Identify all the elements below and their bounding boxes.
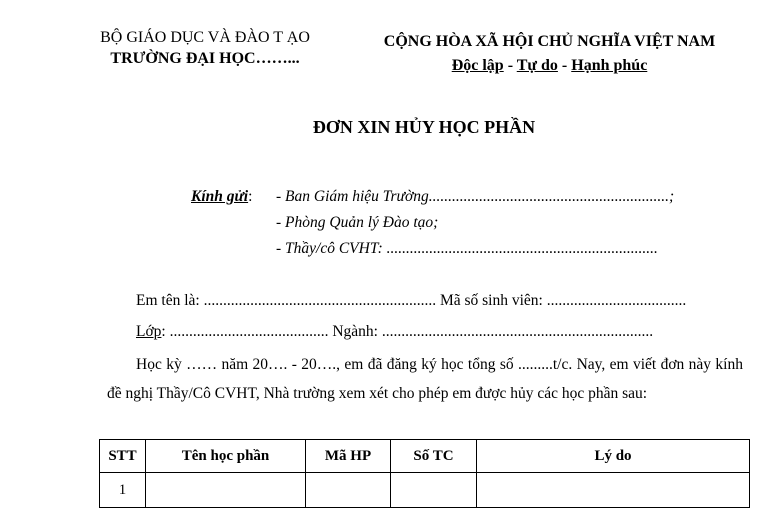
table-row: [100, 473, 750, 508]
header-stt: STT: [100, 440, 146, 473]
header-reason: Lý do: [477, 440, 750, 473]
class-label: Lớp: [136, 323, 162, 340]
republic-title: CỘNG HÒA XÃ HỘI CHỦ NGHĨA VIỆT NAM: [383, 33, 716, 50]
request-paragraph: Học kỳ …… năm 20…. - 20…., em đã đăng ký học tổng số .........t/c. Nay, em viết đơn này kính đề nghị Thầy/Cô CVHT, Nhà trường xem xét cho phép em được hủy các học phần sau:: [107, 356, 743, 402]
ministry-name: BỘ GIÁO DỤC VÀ ĐÀO T ẠO: [100, 29, 310, 46]
motto-freedom: Tự do: [516, 57, 558, 74]
cell-course-name: [146, 473, 306, 508]
motto-separator-2: -: [557, 57, 572, 74]
recipient-label: [191, 188, 252, 206]
course-table: [99, 439, 750, 508]
header-course-name: Tên học phần: [146, 440, 306, 473]
cell-stt: 1: [100, 473, 146, 508]
document-title: ĐƠN XIN HỦY HỌC PHẦN: [312, 117, 536, 137]
cell-course-code: [306, 473, 391, 508]
motto: [372, 54, 727, 78]
recipient-line-3: - Thầy/cô CVHT: ......................................................................: [276, 240, 658, 257]
recipient-line-2: - Phòng Quản lý Đào tạo;: [276, 214, 439, 231]
header-credits: Số TC: [391, 440, 477, 473]
left-header: [70, 27, 340, 69]
motto-separator-1: -: [503, 57, 517, 74]
motto-happiness: Hạnh phúc: [571, 57, 648, 74]
class-major-fields: : ......................................... Ngành: ......................................................................: [161, 323, 654, 340]
recipient-label-text: Kính gửi: [191, 188, 249, 205]
cell-credits: [391, 473, 477, 508]
cell-reason: [477, 473, 750, 508]
recipient-line-1: - Ban Giám hiệu Trường..............................................................;: [276, 188, 675, 205]
university-name: TRƯỜNG ĐẠI HỌC……...: [110, 50, 300, 67]
class-major-line: [136, 323, 653, 341]
motto-independence: Độc lập: [451, 57, 504, 74]
name-student-id-line: Em tên là: ............................................................ Mã số sinh viên: ....................................: [136, 292, 687, 309]
table-header-row: [100, 440, 750, 473]
header-course-code: Mã HP: [306, 440, 391, 473]
recipient-label-colon: :: [248, 188, 253, 205]
right-header: [372, 30, 727, 78]
